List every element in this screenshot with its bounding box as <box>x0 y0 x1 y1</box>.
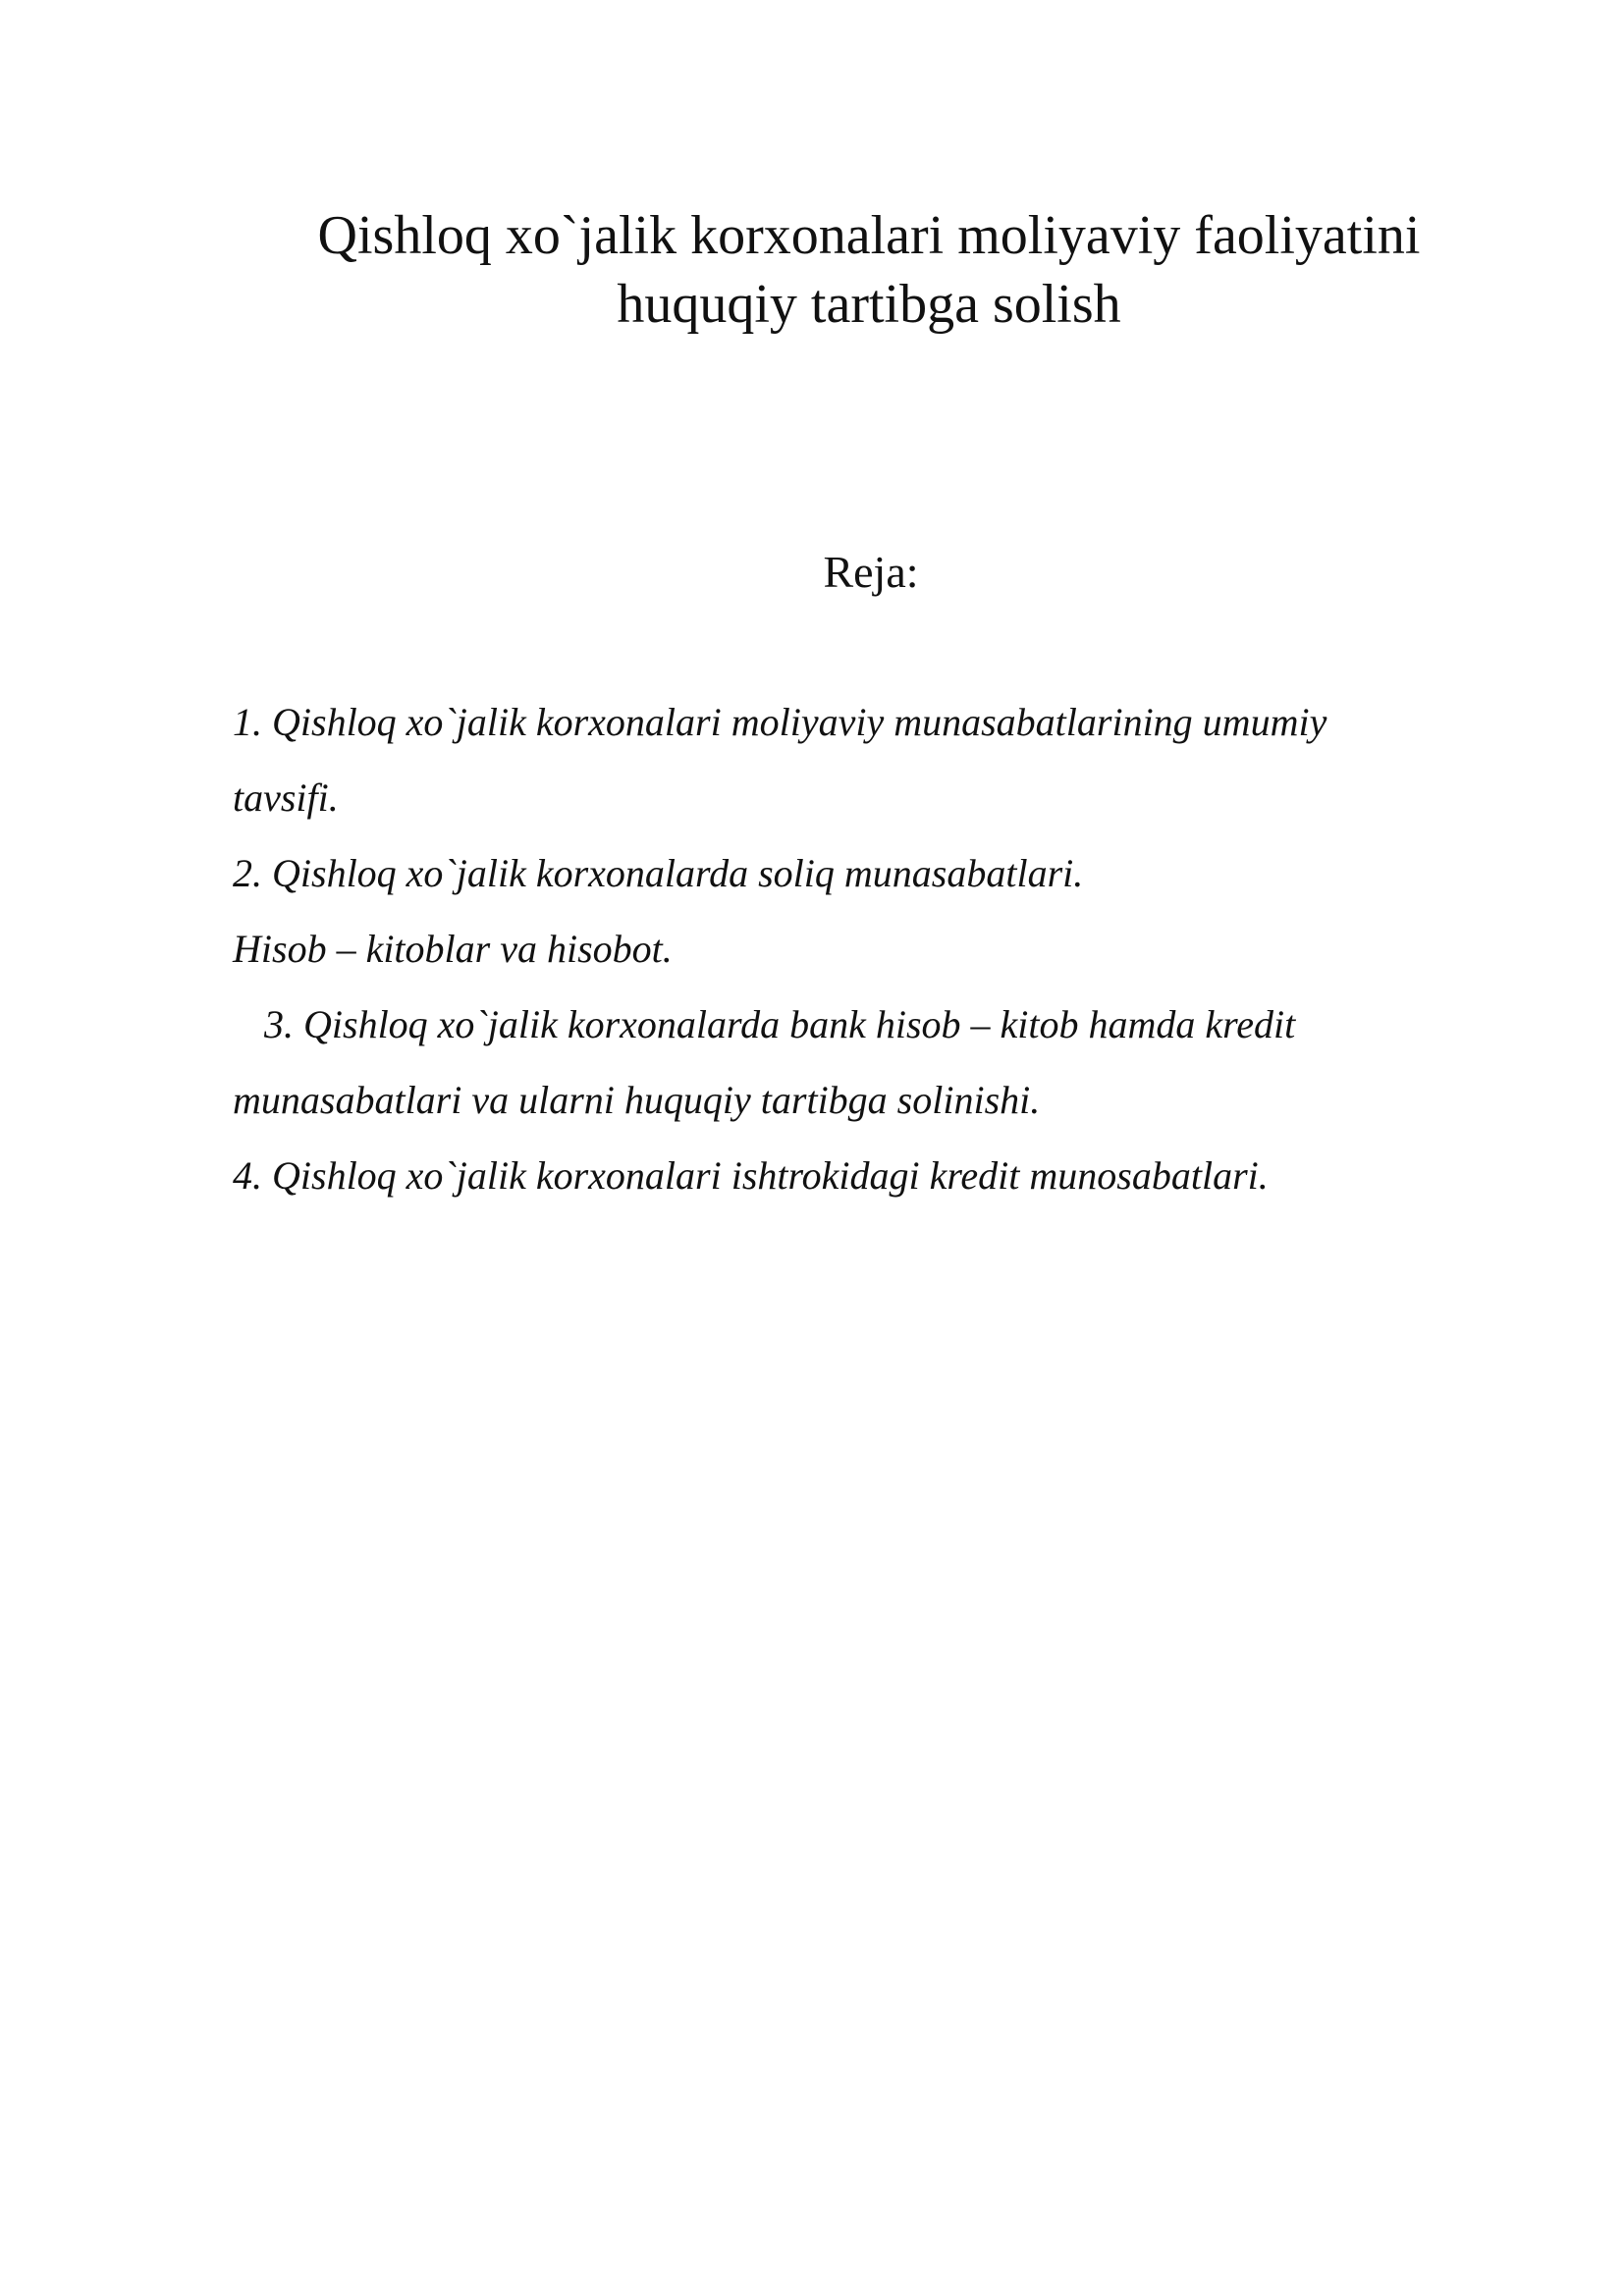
plan-item-4: 4. Qishloq xo`jalik korxonalari ishtrokidagi kredit munosabatlari. <box>233 1153 1269 1198</box>
plan-list <box>233 684 1509 1213</box>
document-title <box>236 201 1502 339</box>
plan-item-1-line-1: 1. Qishloq xo`jalik korxonalari moliyaviy munasabatlarining umumiy <box>233 700 1327 744</box>
plan-heading: Reja: <box>823 547 919 597</box>
plan-item-2-line-2: Hisob – kitoblar va hisobot. <box>233 927 673 971</box>
document-title-line-2: huquqiy tartibga solish <box>617 274 1121 335</box>
document-title-line-1: Qishloq xo`jalik korxonalari moliyaviy faoliyatini <box>317 205 1421 266</box>
plan-item-3-line-2: munasabatlari va ularni huquqiy tartibga solinishi. <box>233 1078 1041 1122</box>
plan-item-1-line-2: tavsifi. <box>233 775 339 820</box>
plan-item-2-line-1: 2. Qishloq xo`jalik korxonalarda soliq munasabatlari. <box>233 851 1084 895</box>
plan-item-3-line-1: 3. Qishloq xo`jalik korxonalarda bank hisob – kitob hamda kredit <box>264 1002 1296 1046</box>
